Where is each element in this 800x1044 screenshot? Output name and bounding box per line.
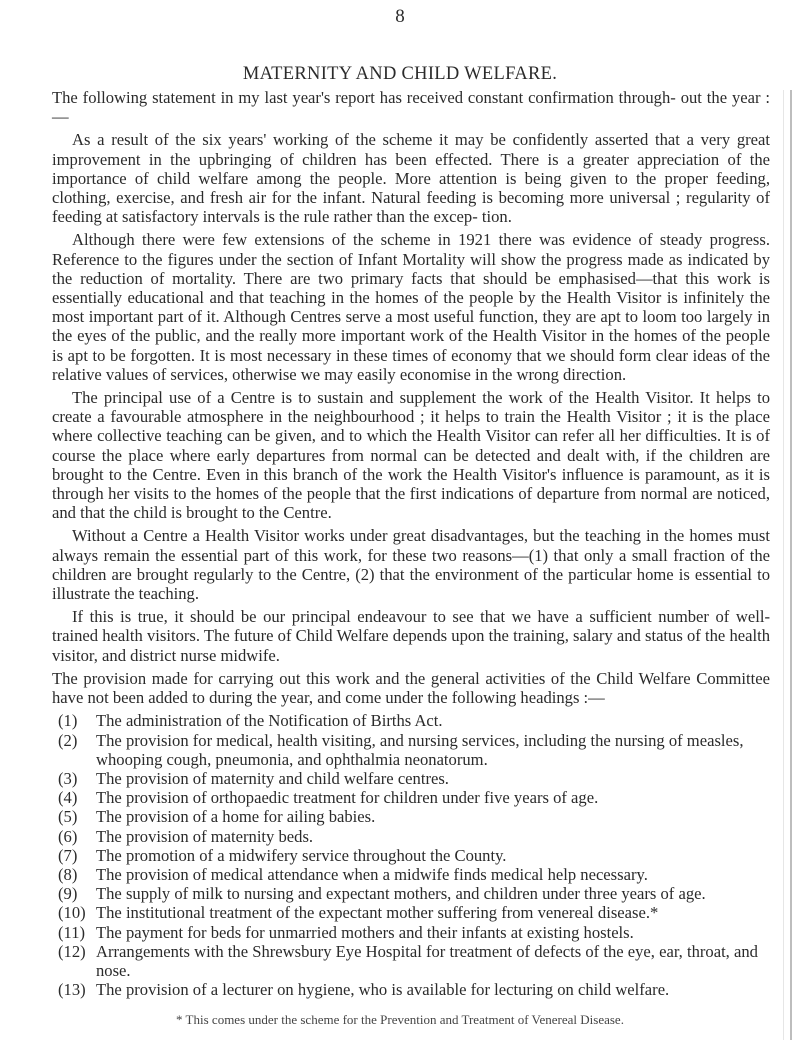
list-item-text: The payment for beds for unmarried mothers and their infants at existing hostels.	[96, 922, 634, 942]
list-item-number: (7)	[58, 845, 78, 865]
paragraph: The principal use of a Centre is to sustain and supplement the work of the Health Visitor. It helps to create a favourable atmosphere in the neighbourhood ; it helps to train the Health Visitor ; it is the place where collective teaching can be given, and to which the Health Visitor can refer all her difficulties. It is of course the place where early departures from normal can be detected and dealt with, if the children are brought to the Centre. Even in this branch of the work the Health Visitor's influence is paramount, as it is through her visits to the homes of the people that the first indications of departure from normal are noticed, and that the child is brought to the Centre.	[52, 388, 770, 523]
paragraph-intro: The following statement in my last year's report has received constant confirmation through- out the year :—	[52, 88, 770, 127]
list-item-number: (1)	[58, 711, 78, 731]
headings-list	[52, 711, 770, 999]
list-item	[58, 942, 770, 980]
list-item-number: (2)	[58, 730, 78, 750]
list-item-text: The provision of maternity and child welfare centres.	[96, 768, 449, 788]
list-item	[58, 884, 770, 903]
list-item-number: (9)	[58, 884, 78, 904]
list-item-text: The institutional treatment of the expectant mother suffering from venereal disease.*	[96, 903, 659, 923]
list-item	[58, 865, 770, 884]
list-item-text: The supply of milk to nursing and expectant mothers, and children under three years of age.	[96, 884, 706, 904]
list-item-number: (12)	[58, 941, 86, 961]
list-item-text: The provision of orthopaedic treatment for children under five years of age.	[96, 788, 599, 808]
list-item	[58, 807, 770, 826]
page-number: 8	[395, 6, 405, 27]
list-item-number: (5)	[58, 807, 78, 827]
list-item-text: Arrangements with the Shrewsbury Eye Hospital for treatment of defects of the eye, ear, throat, and nose.	[96, 941, 758, 980]
paragraph: As a result of the six years' working of the scheme it may be confidently asserted that a very great improvement in the upbringing of children has been effected. There is a greater appreciation of the importance of child welfare among the people. More attention is being given to the proper feeding, clothing, exercise, and fresh air for the infant. Natural feeding is becoming more universal ; regularity of feeding at satisfactory intervals is the rule rather than the excep- tion.	[52, 130, 770, 227]
list-item-number: (13)	[58, 980, 86, 1000]
document-body	[52, 88, 770, 999]
list-item-number: (11)	[58, 922, 86, 942]
list-item-text: The provision of medical attendance when a midwife finds medical help necessary.	[96, 864, 648, 884]
footnote: * This comes under the scheme for the Prevention and Treatment of Venereal Disease.	[176, 1012, 624, 1027]
list-item-text: The promotion of a midwifery service throughout the County.	[96, 845, 507, 865]
list-item-number: (10)	[58, 903, 86, 923]
list-item	[58, 827, 770, 846]
list-item-number: (3)	[58, 768, 78, 788]
list-item-text: The provision of a home for ailing babies.	[96, 807, 376, 827]
paragraph-headings-intro: The provision made for carrying out this work and the general activities of the Child Welfare Committee have not been added to during the year, and come under the following headings :—	[52, 668, 770, 708]
list-item-text: The administration of the Notification of Births Act.	[96, 711, 443, 731]
paragraph: Although there were few extensions of the scheme in 1921 there was evidence of steady progress. Reference to the figures under the section of Infant Mortality will show the progress made as indicated by the reduction of mortality. There are two primary facts that should be emphasised—that this work is essentially educational and that teaching in the homes of the people by the Health Visitor is infinitely the most important part of it. Although Centres serve a most useful function, they are apt to loom too largely in the eyes of the public, and the really more important work of the Health Visitor in the homes of the people is apt to be forgotten. It is most necessary in these times of economy that we should form clear ideas of the relative values of services, otherwise we may easily economise in the wrong direction.	[52, 230, 770, 384]
list-item-text: The provision of a lecturer on hygiene, who is available for lecturing on child welfare.	[96, 980, 670, 1000]
page-edge-shadow	[790, 90, 792, 1040]
list-item-number: (8)	[58, 864, 78, 884]
list-item	[58, 769, 770, 788]
page-heading: MATERNITY AND CHILD WELFARE.	[242, 64, 558, 84]
list-item-text: The provision of maternity beds.	[96, 826, 314, 846]
list-item	[58, 788, 770, 807]
list-item	[58, 923, 770, 942]
list-item	[58, 846, 770, 865]
paragraph: If this is true, it should be our principal endeavour to see that we have a sufficient number of well-trained health visitors. The future of Child Welfare depends upon the training, salary and status of the health visitor, and district nurse midwife.	[52, 607, 770, 665]
list-item	[58, 711, 770, 730]
page-edge-line	[783, 90, 784, 1040]
paragraph: Without a Centre a Health Visitor works under great disadvantages, but the teaching in the homes must always remain the essential part of this work, for these two reasons—(1) that only a small fraction of the children are brought regularly to the Centre, (2) that the environment of the particular home is essential to illustrate the teaching.	[52, 526, 770, 604]
list-item	[58, 731, 770, 769]
list-item-number: (4)	[58, 788, 78, 808]
list-item	[58, 980, 770, 999]
list-item-text: The provision for medical, health visiting, and nursing services, including the nursing of measles, whooping cough, pneumonia, and ophthalmia neonatorum.	[96, 730, 744, 769]
list-item	[58, 903, 770, 922]
list-item-number: (6)	[58, 826, 78, 846]
